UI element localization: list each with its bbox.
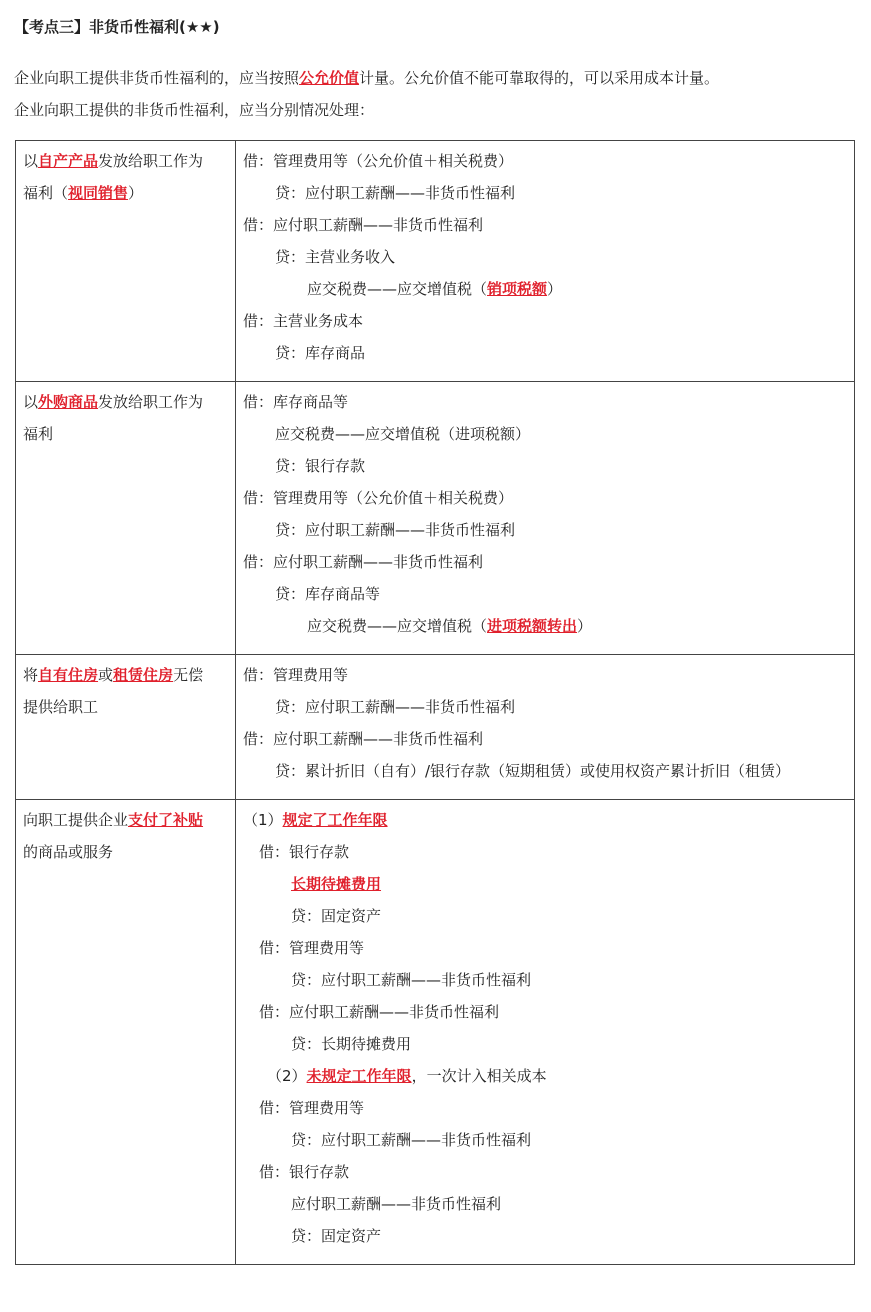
entry-line: 借：管理费用等（公允价值＋相关税费） bbox=[243, 489, 514, 507]
highlight-long-term-deferred: 长期待摊费用 bbox=[291, 875, 382, 893]
entry-text: 应交税费——应交增值税（ bbox=[307, 280, 488, 298]
entry-line: 借：库存商品等 bbox=[243, 393, 349, 411]
entry-line: 贷：银行存款 bbox=[275, 457, 366, 475]
entry-line: 贷：累计折旧（自有）/银行存款（短期租赁）或使用权资产累计折旧（租赁） bbox=[275, 762, 791, 780]
welfare-table bbox=[15, 140, 855, 1265]
entry-line: 借：管理费用等 bbox=[259, 1099, 365, 1117]
entry-line: 贷：固定资产 bbox=[291, 907, 382, 925]
entries-cell bbox=[236, 655, 855, 800]
highlight-work-term: 规定了工作年限 bbox=[282, 811, 388, 829]
highlight-fair-value: 公允价值 bbox=[299, 69, 360, 87]
entry-line: 贷：应付职工薪酬——非货币性福利 bbox=[291, 971, 532, 989]
entries-cell bbox=[236, 382, 855, 655]
highlight-output-tax: 销项税额 bbox=[487, 280, 548, 298]
intro-line-1 bbox=[14, 67, 719, 88]
case-text: 的商品或服务 bbox=[23, 843, 114, 861]
entry-line: 借：应付职工薪酬——非货币性福利 bbox=[243, 216, 484, 234]
entries-cell bbox=[236, 141, 855, 382]
case-cell bbox=[16, 800, 236, 1265]
entry-line: 借：银行存款 bbox=[259, 1163, 350, 1181]
case-text: 发放给职工作为 bbox=[98, 152, 204, 170]
entry-line: 借：管理费用等 bbox=[243, 666, 349, 684]
entry-line: 应付职工薪酬——非货币性福利 bbox=[291, 1195, 502, 1213]
entry-line: 应交税费——应交增值税（进项税额） bbox=[275, 425, 531, 443]
entry-line: 贷：应付职工薪酬——非货币性福利 bbox=[275, 184, 516, 202]
highlight-purchased-goods: 外购商品 bbox=[38, 393, 99, 411]
highlight-input-tax-out: 进项税额转出 bbox=[487, 617, 578, 635]
case-text: 向职工提供企业 bbox=[23, 811, 129, 829]
entry-text: 应交税费——应交增值税（ bbox=[307, 617, 488, 635]
case-cell bbox=[16, 382, 236, 655]
case-cell bbox=[16, 141, 236, 382]
case-text: 以 bbox=[23, 393, 39, 411]
entry-text: ，一次计入相关成本 bbox=[411, 1067, 547, 1085]
case-text: ） bbox=[128, 184, 144, 202]
entry-line: 借：管理费用等 bbox=[259, 939, 365, 957]
highlight-leased-housing: 租赁住房 bbox=[113, 666, 174, 684]
entry-line: 借：银行存款 bbox=[259, 843, 350, 861]
case-text: 将 bbox=[23, 666, 39, 684]
table-row bbox=[16, 800, 855, 1265]
entry-line: 贷：应付职工薪酬——非货币性福利 bbox=[275, 698, 516, 716]
entry-line: 借：应付职工薪酬——非货币性福利 bbox=[243, 553, 484, 571]
entry-line: 贷：库存商品 bbox=[275, 344, 366, 362]
case-text: 或 bbox=[98, 666, 114, 684]
entry-line: 贷：主营业务收入 bbox=[275, 248, 396, 266]
entry-line: 借：应付职工薪酬——非货币性福利 bbox=[243, 730, 484, 748]
case-number: （1） bbox=[243, 811, 283, 829]
section-heading: 【考点三】非货币性福利(★★) bbox=[14, 18, 220, 36]
case-text: 发放给职工作为 bbox=[98, 393, 204, 411]
highlight-deemed-sale: 视同销售 bbox=[68, 184, 129, 202]
entry-line: 贷：固定资产 bbox=[291, 1227, 382, 1245]
case-text: 无偿 bbox=[173, 666, 204, 684]
table-row bbox=[16, 382, 855, 655]
entry-line: 借：应付职工薪酬——非货币性福利 bbox=[259, 1003, 500, 1021]
case-number: （2） bbox=[267, 1067, 307, 1085]
entry-line bbox=[243, 273, 848, 305]
entry-line: 贷：应付职工薪酬——非货币性福利 bbox=[275, 521, 516, 539]
entry-line: 贷：长期待摊费用 bbox=[291, 1035, 412, 1053]
intro-line-2: 企业向职工提供的非货币性福利，应当分别情况处理： bbox=[14, 101, 375, 119]
case-text: 福利（ bbox=[23, 184, 69, 202]
case-text: 提供给职工 bbox=[23, 698, 99, 716]
entry-line: 借：主营业务成本 bbox=[243, 312, 364, 330]
entry-text: ） bbox=[547, 280, 563, 298]
case-text: 福利 bbox=[23, 425, 54, 443]
highlight-own-products: 自产产品 bbox=[38, 152, 99, 170]
entry-text: ） bbox=[577, 617, 593, 635]
highlight-own-housing: 自有住房 bbox=[38, 666, 99, 684]
table-row bbox=[16, 655, 855, 800]
intro-text: 企业向职工提供非货币性福利的，应当按照 bbox=[14, 69, 300, 87]
table-row bbox=[16, 141, 855, 382]
highlight-no-work-term: 未规定工作年限 bbox=[306, 1067, 412, 1085]
entry-line: 借：管理费用等（公允价值＋相关税费） bbox=[243, 152, 514, 170]
entries-cell bbox=[236, 800, 855, 1265]
entry-line: 贷：应付职工薪酬——非货币性福利 bbox=[291, 1131, 532, 1149]
entry-line bbox=[243, 610, 848, 642]
entry-line bbox=[243, 1060, 848, 1092]
intro-text: 计量。公允价值不能可靠取得的，可以采用成本计量。 bbox=[359, 69, 720, 87]
entry-line: 贷：库存商品等 bbox=[275, 585, 381, 603]
highlight-subsidy: 支付了补贴 bbox=[128, 811, 204, 829]
case-text: 以 bbox=[23, 152, 39, 170]
case-cell bbox=[16, 655, 236, 800]
entry-line bbox=[243, 804, 848, 836]
